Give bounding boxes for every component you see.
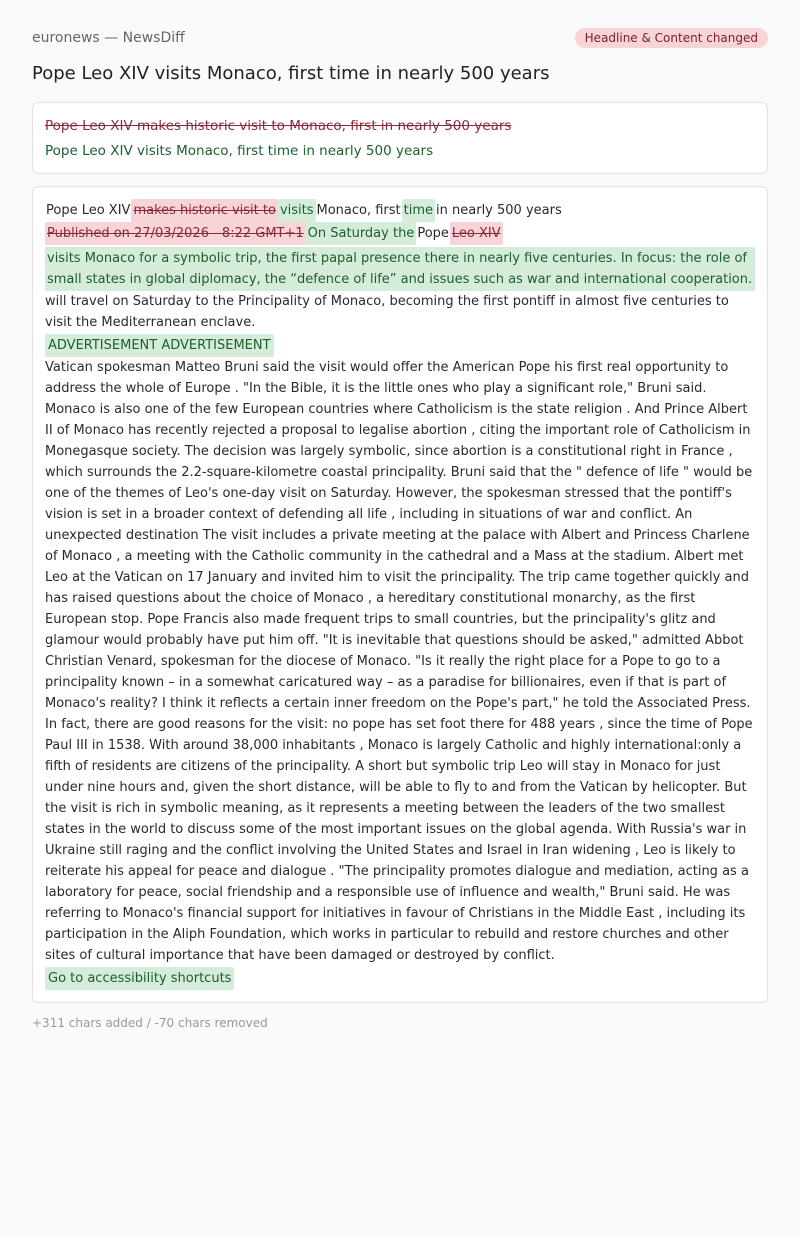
unchanged-lead-paragraph: will travel on Saturday to the Principality of Monaco, becoming the first pontiff in almost five centuries to visit the Mediterranean enclave. bbox=[45, 294, 729, 330]
article-body: Vatican spokesman Matteo Bruni said the visit would offer the American Pope his first real opportunity to address the whole of Europe . "In the Bible, it is the little ones who play a significant role," Bruni said. Monaco is also one of the few European countries where Catholicism is the state religion . And Prince Albert II of Monaco has recently rejected a proposal to legalise abortion , citing the important role of Catholicism in Monegasque society. The decision was largely symbolic, since abortion is a constitutional right in France , which surrounds the 2.2-square-kilometre coastal principality. Bruni said that the " defence of life " would be one of the themes of Leo's one-day visit on Saturday. However, the spokesman stressed that the pontiff's vision is set in a broader context of defending all life , including in situations of war and conflict. An unexpected destination The visit includes a private meeting at the palace with Albert and Princess Charlene of Monaco , a meeting with the Catholic community in the cathedral and a Mass at the stadium. Albert met Leo at the Vatican on 17 January and invited him to visit the principality. The trip came together quickly and has raised questions about the choice of Monaco , a hereditary constitutional monarchy, as the first European stop. Pope Francis also made frequent trips to small countries, but the principality's glitz and glamour would probably have put him off. "It is inevitable that questions should be asked," admitted Abbot Christian Venard, spokesman for the diocese of Monaco. "Is it really the right place for a Pope to go to a principality known – in a somewhat caricatured way – as a paradise for billionaires, even if that is part of Monaco's reality? I think it reflects a certain inner freedom on the Pope's part," he told the Associated Press. In fact, there are good reasons for the visit: no pope has set foot there for 488 years , since the time of Pope Paul III in 1538. With around 38,000 inhabitants , Monaco is largely Catholic and highly international:only a fifth of residents are citizens of the principality. A short but symbolic trip Leo will stay in Monaco for just under nine hours and, given the short distance, will be able to fly to and from the Vatican by helicopter. But the visit is rich in symbolic meaning, as it represents a meeting between the leaders of the two smallest states in the world to discuss some of the most important issues on the global agenda. With Russia's war in Ukraine still raging and the conflict involving the United States and Israel in Iran widening , Leo is likely to reiterate his appeal for peace and dialogue . "The principality promotes dialogue and mediation, acting as a laboratory for peace, social friendship and a responsible use of influence and wealth," Bruni said. He was referring to Monaco's financial support for initiatives in favour of Christians in the Middle East , including its participation in the Aliph Foundation, which works in particular to rebuild and restore churches and other sites of cultural importance that have been damaged or destroyed by conflict. bbox=[45, 360, 753, 963]
change-status-badge: Headline & Content changed bbox=[575, 28, 768, 48]
source-label: euronews — NewsDiff bbox=[32, 30, 185, 46]
unchanged-text: in nearly 500 years bbox=[436, 203, 562, 218]
content-diff-card bbox=[32, 186, 768, 1003]
diff-line bbox=[45, 199, 755, 222]
diff-stats: +311 chars added / -70 chars removed bbox=[32, 1016, 268, 1030]
unchanged-text: Pope bbox=[417, 226, 449, 241]
added-text: time bbox=[402, 199, 435, 222]
removed-text: Leo XIV bbox=[450, 222, 503, 245]
added-accessibility-link-text: Go to accessibility shortcuts bbox=[45, 967, 234, 990]
removed-text: Published on 27/03/2026 - 8:22 GMT+1 bbox=[45, 222, 306, 245]
added-text: On Saturday the bbox=[306, 222, 417, 245]
top-bar bbox=[32, 0, 768, 48]
new-headline: Pope Leo XIV visits Monaco, first time in nearly 500 years bbox=[45, 143, 434, 159]
added-advertisement-text: ADVERTISEMENT ADVERTISEMENT bbox=[45, 334, 274, 357]
unchanged-text: Pope Leo XIV bbox=[46, 203, 131, 218]
added-text: visits bbox=[278, 199, 316, 222]
headline-diff-card bbox=[32, 102, 768, 174]
diff-line bbox=[45, 222, 755, 245]
added-lead-paragraph: visits Monaco for a symbolic trip, the first papal presence there in nearly five centuries. In focus: the role of small states in global diplomacy, the “defence of life” and issues such as war and international cooperation. bbox=[45, 247, 755, 291]
old-headline: Pope Leo XIV makes historic visit to Monaco, first in nearly 500 years bbox=[45, 118, 512, 134]
unchanged-text: Monaco, first bbox=[316, 203, 401, 218]
page-title: Pope Leo XIV visits Monaco, first time in nearly 500 years bbox=[32, 63, 550, 84]
removed-text: makes historic visit to bbox=[131, 199, 277, 222]
